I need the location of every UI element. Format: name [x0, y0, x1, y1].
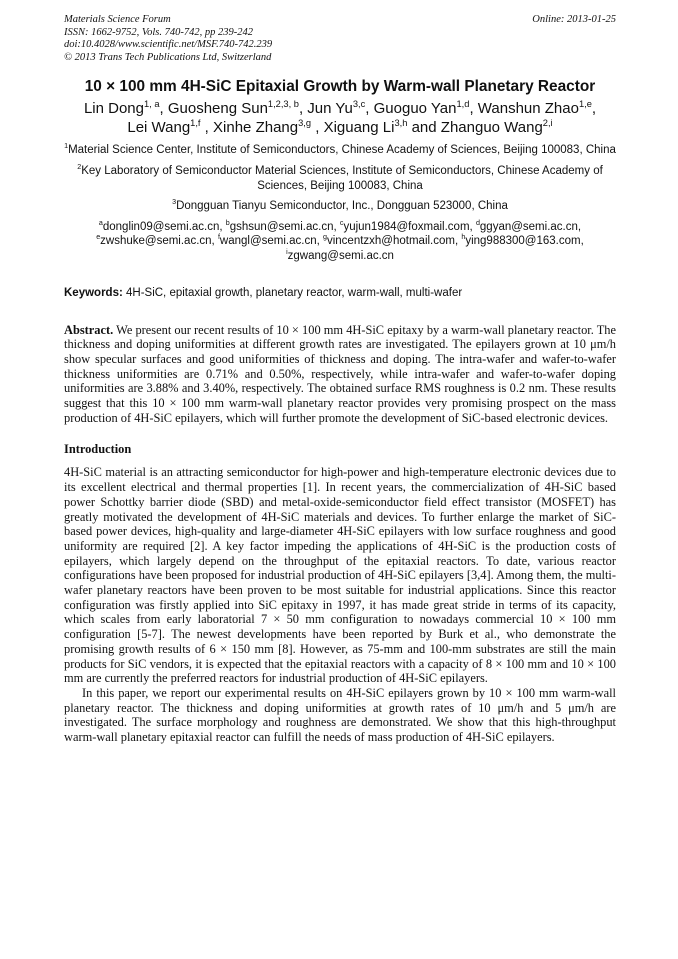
keywords-label: Keywords: — [64, 286, 123, 299]
email-link[interactable]: $^e$zwshuke@semi.ac.cn — [96, 233, 212, 248]
email-link[interactable]: $^f$wangl@semi.ac.cn — [217, 233, 317, 248]
author-list: Lin Dong$^{1, a}$, Guosheng Sun$^{1,2,3, b}$, Jun Yu$^{3,c}$, Guoguo Yan$^{1,d}$, Wanshun Zhao$^{1,e}$, Lei Wang$^{1,f}$ , Xinhe Zhang$^{3,g}$ , Xiguang Li$^{3,h}$ and Zhanguo Wang$^{2,i}$ — [83, 99, 597, 137]
author: Wanshun Zhao$^{1,e}$ — [477, 99, 592, 118]
email-link[interactable]: $^g$vincentzxh@hotmail.com — [323, 233, 455, 248]
abstract-label: Abstract. — [64, 322, 114, 337]
copyright-line: © 2013 Trans Tech Publications Ltd, Switzerland — [64, 51, 272, 63]
paper-title: 10 × 100 mm 4H-SiC Epitaxial Growth by Warm-wall Planetary Reactor — [84, 78, 596, 96]
issn-line: ISSN: 1662-9752, Vols. 740-742, pp 239-242 — [64, 26, 253, 38]
journal-name: Materials Science Forum — [64, 14, 171, 25]
author: Guosheng Sun$^{1,2,3, b}$ — [167, 99, 299, 118]
email-link[interactable]: $^c$yujun1984@foxmail.com — [339, 218, 470, 233]
paper-page — [64, 14, 616, 745]
author: Zhanguo Wang$^{2,i}$ — [440, 118, 553, 137]
author: Jun Yu$^{3,c}$ — [307, 99, 366, 118]
email-list: $^a$donglin09@semi.ac.cn, $^b$gshsun@semi.ac.cn, $^c$yujun1984@foxmail.com, $^d$ggyan@semi.ac.cn, $^e$zwshuke@semi.ac.cn, $^f$wangl@semi.ac.cn, $^g$vincentzxh@hotmail.com, $^h$ying988300@163.com, $^i$zgwang@semi.ac.cn — [96, 218, 584, 262]
doi-line: doi:10.4028/www.scientific.net/MSF.740-742.239 — [64, 39, 273, 51]
author: Xiguang Li$^{3,h}$ — [323, 118, 408, 137]
author-and: and — [411, 119, 437, 137]
affiliation-2: $^2$Key Laboratory of Semiconductor Material Sciences, Institute of Semiconductors, Chinese Academy of Sciences, Beijing 100083, China — [77, 163, 603, 192]
author: Lei Wang$^{1,f}$ — [127, 118, 201, 137]
intro-paragraph-2: In this paper, we report our experimental results on 4H-SiC epilayers grown by 10 × 100 mm warm-wall planetary reactor. The thickness and doping uniformities at growth rates of 10 μm/h and 5 μm/h are investigated. The surface morphology and roughness are demonstrated. We show that this high-throughput warm-wall planetary epitaxial reactor can fulfill the needs of mass production of 4H-SiC epilayers. — [64, 686, 616, 745]
abstract — [64, 323, 616, 426]
author: Lin Dong$^{1, a}$ — [83, 99, 160, 118]
email-link[interactable]: $^d$ggyan@semi.ac.cn — [475, 218, 578, 233]
abstract-text: We present our recent results of 10 × 100 mm 4H-SiC epitaxy by a warm-wall planetary reactor. The thickness and doping uniformities at different growth rates are investigated. The epilayers grown at 10 μm/h show specular surfaces and good uniformities of thickness and doping. The intra-wafer and wafer-to-wafer thickness uniformities are 0.71% and 0.50%, respectively, while intra-wafer and wafer-to-wafer doping uniformities are 3.88% and 3.40%, respectively. The obtained surface RMS roughness is 0.2 nm. These results suggest that this 10 × 100 mm warm-wall planetary reactor provides very promising prospect on the mass production of 4H-SiC epilayers, which will further promote the development of SiC-based electronic devices. — [64, 322, 617, 425]
intro-paragraph-1: 4H-SiC material is an attracting semiconductor for high-power and high-temperature electronic devices due to its excellent electrical and thermal properties [1]. In recent years, the commercialization of 4H-SiC based power Schottky barrier diode (SBD) and metal-oxide-semiconductor field effect transistor (MOSFET) has greatly motivated the development of 4H-SiC materials and devices. To further enlarge the market of SiC-based power devices, high-quality and large-diameter 4H-SiC epilayers with low surface roughness and good uniformity are required [2]. A key factor impeding the applications of 4H-SiC is the production costs of epilayers, which largely depend on the throughput of the epitaxial reactors. To date, various reactor configurations have been proposed for industrial production of 4H-SiC epilayers [3,4]. Among them, the multi-wafer planetary reactors have been proven to be most suitable for industrial applications. Since this reactor configuration was firstly applied into SiC epitaxy in 1997, it has made great stride in terms of its capacity, which scales from early laboratorial 7 × 50 mm configuration to nowadays commercial 10 × 100 mm configuration [5-7]. The newest developments have been reported by Burk et al., who demonstrate the promising growth results of 6 × 150 mm [8]. However, as 75-mm and 100-mm substrates are still the main products for SiC vendors, it is expected that the epitaxial reactors with a capacity of 8 × 100 mm and 10 × 100 mm are currently the preferred reactors for industrial production of 4H-SiC epilayers. — [64, 465, 616, 686]
affiliation-1: $^1$Material Science Center, Institute of Semiconductors, Chinese Academy of Sciences, Beijing 100083, China — [64, 142, 616, 157]
keywords-text: 4H-SiC, epitaxial growth, planetary reactor, warm-wall, multi-wafer — [126, 286, 463, 299]
email-link[interactable]: $^a$donglin09@semi.ac.cn — [98, 218, 220, 233]
email-link[interactable]: $^h$ying988300@163.com — [461, 233, 581, 248]
online-date: Online: 2013-01-25 — [532, 14, 616, 25]
author: Xinhe Zhang$^{3,g}$ — [213, 118, 312, 137]
affiliation-3: $^3$Dongguan Tianyu Semiconductor, Inc., Dongguan 523000, China — [172, 198, 508, 213]
journal-header — [64, 14, 616, 64]
author: Guoguo Yan$^{1,d}$ — [373, 99, 470, 118]
email-link[interactable]: $^b$gshsun@semi.ac.cn — [225, 218, 334, 233]
keywords — [64, 286, 616, 300]
section-heading-introduction: Introduction — [64, 442, 132, 457]
email-link[interactable]: $^i$zgwang@semi.ac.cn — [286, 248, 394, 262]
